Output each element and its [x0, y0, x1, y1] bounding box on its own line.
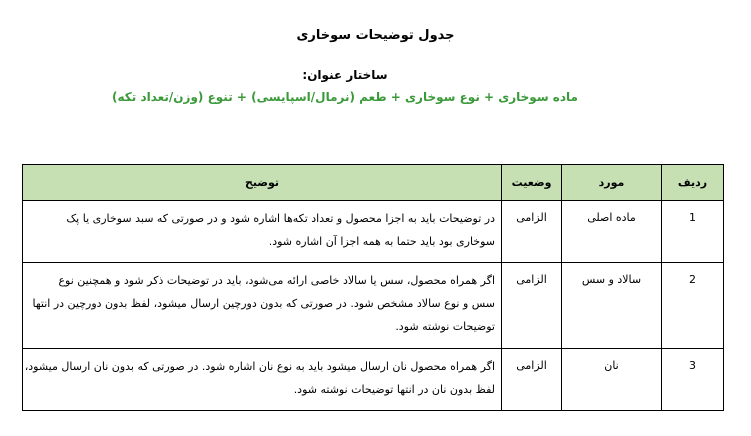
description-line: لفظ بدون نان در انتها توضیحات نوشته شود. — [293, 383, 495, 396]
title-structure-formula: ماده سوخاری + نوع سوخاری + طعم (نرمال/اسپایسی) + تنوع (وزن/تعداد تکه) — [112, 90, 578, 104]
table-header-row — [23, 165, 724, 201]
status-cell: الزامی — [502, 263, 562, 349]
row-number-cell: 2 — [662, 263, 724, 349]
description-line: توضیحات نوشته شود. — [395, 320, 495, 333]
header-row-number: ردیف — [662, 165, 724, 201]
description-line: سوخاری بود باید حتما به همه اجزا آن اشاره شود. — [268, 235, 495, 248]
item-cell: نان — [562, 349, 662, 411]
description-cell — [23, 349, 502, 411]
header-status: وضعیت — [502, 165, 562, 201]
table-row — [23, 201, 724, 263]
row-number-cell: 3 — [662, 349, 724, 411]
title-structure-heading: ساختار عنوان: — [302, 68, 388, 82]
table-row — [23, 263, 724, 349]
status-cell: الزامی — [502, 201, 562, 263]
description-table — [22, 164, 724, 411]
row-number-cell: 1 — [662, 201, 724, 263]
header-description: توضیح — [23, 165, 502, 201]
status-cell: الزامی — [502, 349, 562, 411]
description-cell — [23, 263, 502, 349]
description-line: سس و نوع سالاد مشخص شود. در صورتی که بدون دورچین ارسال میشود، لفظ بدون دورچین در انتها — [32, 297, 495, 310]
table-row — [23, 349, 724, 411]
item-cell: ماده اصلی — [562, 201, 662, 263]
description-cell — [23, 201, 502, 263]
document-title: جدول توضیحات سوخاری — [296, 28, 455, 43]
header-item: مورد — [562, 165, 662, 201]
description-line: اگر همراه محصول نان ارسال میشود باید به نوع نان اشاره شود. در صورتی که بدون نان ارسال میشود، — [24, 360, 495, 373]
description-line: در توضیحات باید به اجزا محصول و تعداد تکه‌ها اشاره شود و در صورتی که سبد سوخاری یا پک — [66, 212, 495, 225]
description-line: اگر همراه محصول، سس یا سالاد خاصی ارائه می‌شود، باید در توضیحات ذکر شود و همچنین نوع — [58, 274, 495, 287]
item-cell: سالاد و سس — [562, 263, 662, 349]
